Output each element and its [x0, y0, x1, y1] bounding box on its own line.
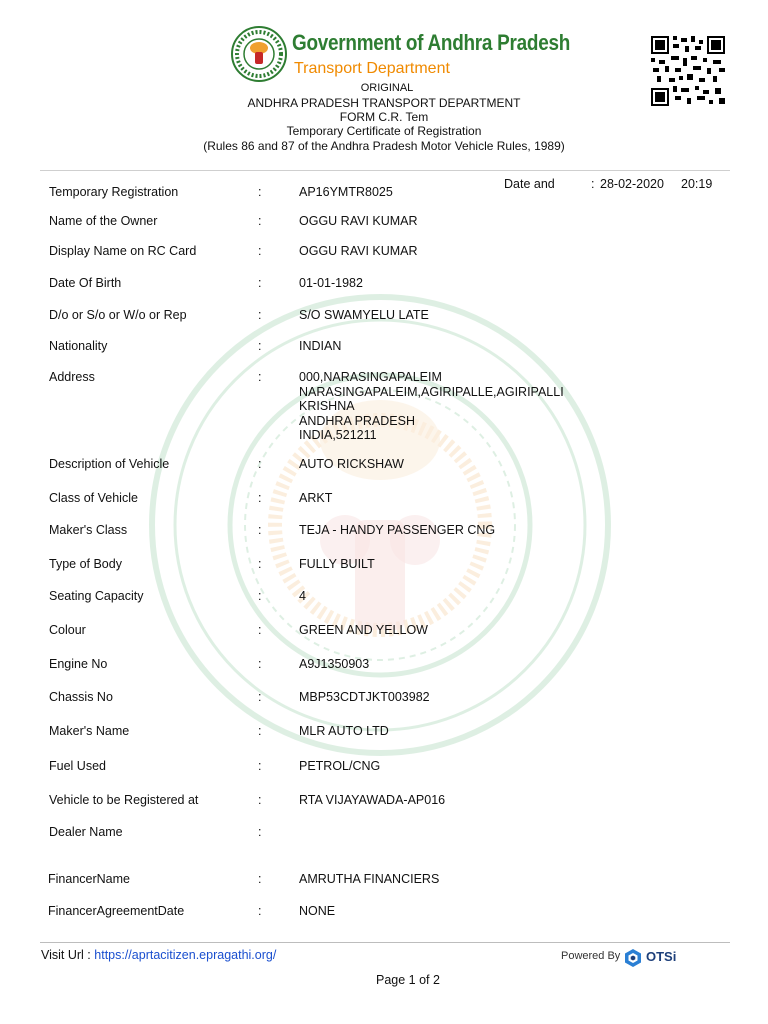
field-value: 01-01-1982	[299, 276, 363, 290]
field-colon: :	[258, 491, 262, 505]
field-label: Maker's Name	[49, 724, 130, 738]
field-label: Address	[49, 370, 95, 384]
department-heading: ANDHRA PRADESH TRANSPORT DEPARTMENT	[247, 96, 521, 110]
certificate-heading: Temporary Certificate of Registration	[286, 124, 482, 138]
original-label: ORIGINAL	[360, 82, 414, 94]
field-label: Fuel Used	[49, 759, 106, 773]
dept-subtitle: Transport Department	[294, 60, 450, 77]
field-value: AUTO RICKSHAW	[299, 457, 404, 471]
otsi-logo-icon	[623, 948, 643, 968]
field-colon: :	[258, 724, 262, 738]
visit-link[interactable]: https://aprtacitizen.epragathi.org/	[94, 948, 277, 962]
field-value: GREEN AND YELLOW	[299, 623, 428, 637]
field-colon: :	[258, 370, 262, 384]
field-label: Seating Capacity	[49, 589, 144, 603]
field-label: Chassis No	[49, 690, 113, 704]
field-colon: :	[258, 589, 262, 603]
field-value: AP16YMTR8025	[299, 185, 393, 199]
field-colon: :	[258, 690, 262, 704]
field-colon: :	[258, 623, 262, 637]
field-label: Date Of Birth	[49, 276, 122, 290]
date-label: Date and	[504, 177, 555, 191]
field-value: FULLY BUILT	[299, 557, 375, 571]
field-label: Dealer Name	[49, 825, 123, 839]
field-label: Temporary Registration	[49, 185, 179, 199]
field-value: 4	[299, 589, 306, 603]
gov-title: Government of Andhra Pradesh	[292, 30, 571, 55]
address-line: NARASINGAPALEIM,AGIRIPALLE,AGIRIPALLI	[299, 384, 564, 399]
field-label: D/o or S/o or W/o or Rep	[49, 308, 187, 322]
field-label: Engine No	[49, 657, 108, 671]
field-colon: :	[258, 457, 262, 471]
visit-label: Visit Url :	[41, 948, 91, 962]
issue-date: 28-02-2020	[600, 177, 664, 191]
field-value: OGGU RAVI KUMAR	[299, 244, 418, 258]
field-label: Display Name on RC Card	[49, 244, 197, 258]
field-value: PETROL/CNG	[299, 759, 381, 773]
field-colon: :	[258, 214, 262, 228]
field-value: MBP53CDTJKT003982	[299, 690, 430, 704]
field-value: ARKT	[299, 491, 333, 505]
field-colon: :	[258, 339, 262, 353]
field-colon: :	[258, 523, 262, 537]
field-colon: :	[258, 276, 262, 290]
rules-heading: (Rules 86 and 87 of the Andhra Pradesh Motor Vehicle Rules, 1989)	[203, 139, 565, 153]
powered-by-label: Powered By	[561, 950, 621, 962]
field-value: TEJA - HANDY PASSENGER CNG	[299, 523, 496, 537]
form-heading: FORM C.R. Tem	[339, 110, 429, 124]
field-value: RTA VIJAYAWADA-AP016	[299, 793, 446, 807]
field-colon: :	[258, 825, 262, 839]
field-label: Name of the Owner	[49, 214, 158, 228]
divider-top	[40, 170, 730, 171]
address-line: 000,NARASINGAPALEIM	[299, 370, 442, 384]
field-label: FinancerName	[48, 872, 130, 886]
field-colon: :	[258, 793, 262, 807]
field-value: OGGU RAVI KUMAR	[299, 214, 418, 228]
address-line: KRISHNA	[299, 399, 355, 413]
page-number: Page 1 of 2	[376, 973, 440, 987]
field-label: Vehicle to be Registered at	[49, 793, 199, 807]
field-colon: :	[258, 308, 262, 322]
field-value: MLR AUTO LTD	[299, 724, 389, 738]
field-label: Description of Vehicle	[49, 457, 170, 471]
field-label: Class of Vehicle	[49, 491, 138, 505]
visit-url	[41, 948, 276, 962]
field-colon: :	[258, 904, 262, 918]
ap-emblem-icon	[231, 26, 287, 82]
field-value: INDIAN	[299, 339, 342, 353]
field-colon: :	[258, 759, 262, 773]
field-colon: :	[258, 244, 262, 258]
field-label: Type of Body	[49, 557, 122, 571]
divider-bottom	[40, 942, 730, 943]
field-value: S/O SWAMYELU LATE	[299, 308, 429, 322]
date-colon: :	[591, 177, 595, 191]
field-label: Maker's Class	[49, 523, 128, 537]
field-colon: :	[258, 872, 262, 886]
field-colon: :	[258, 657, 262, 671]
field-value: NONE	[299, 904, 336, 918]
address-value	[299, 370, 564, 443]
field-label: Nationality	[49, 339, 108, 353]
field-label: Colour	[49, 623, 86, 637]
field-colon: :	[258, 185, 262, 199]
field-colon: :	[258, 557, 262, 571]
field-value: AMRUTHA FINANCIERS	[299, 872, 440, 886]
address-line: ANDHRA PRADESH	[299, 413, 415, 428]
field-label: FinancerAgreementDate	[48, 904, 185, 918]
field-value: A9J1350903	[299, 657, 370, 671]
address-line: INDIA,521211	[299, 428, 377, 442]
otsi-brand: OTSi	[646, 949, 677, 964]
issue-time: 20:19	[681, 177, 713, 191]
